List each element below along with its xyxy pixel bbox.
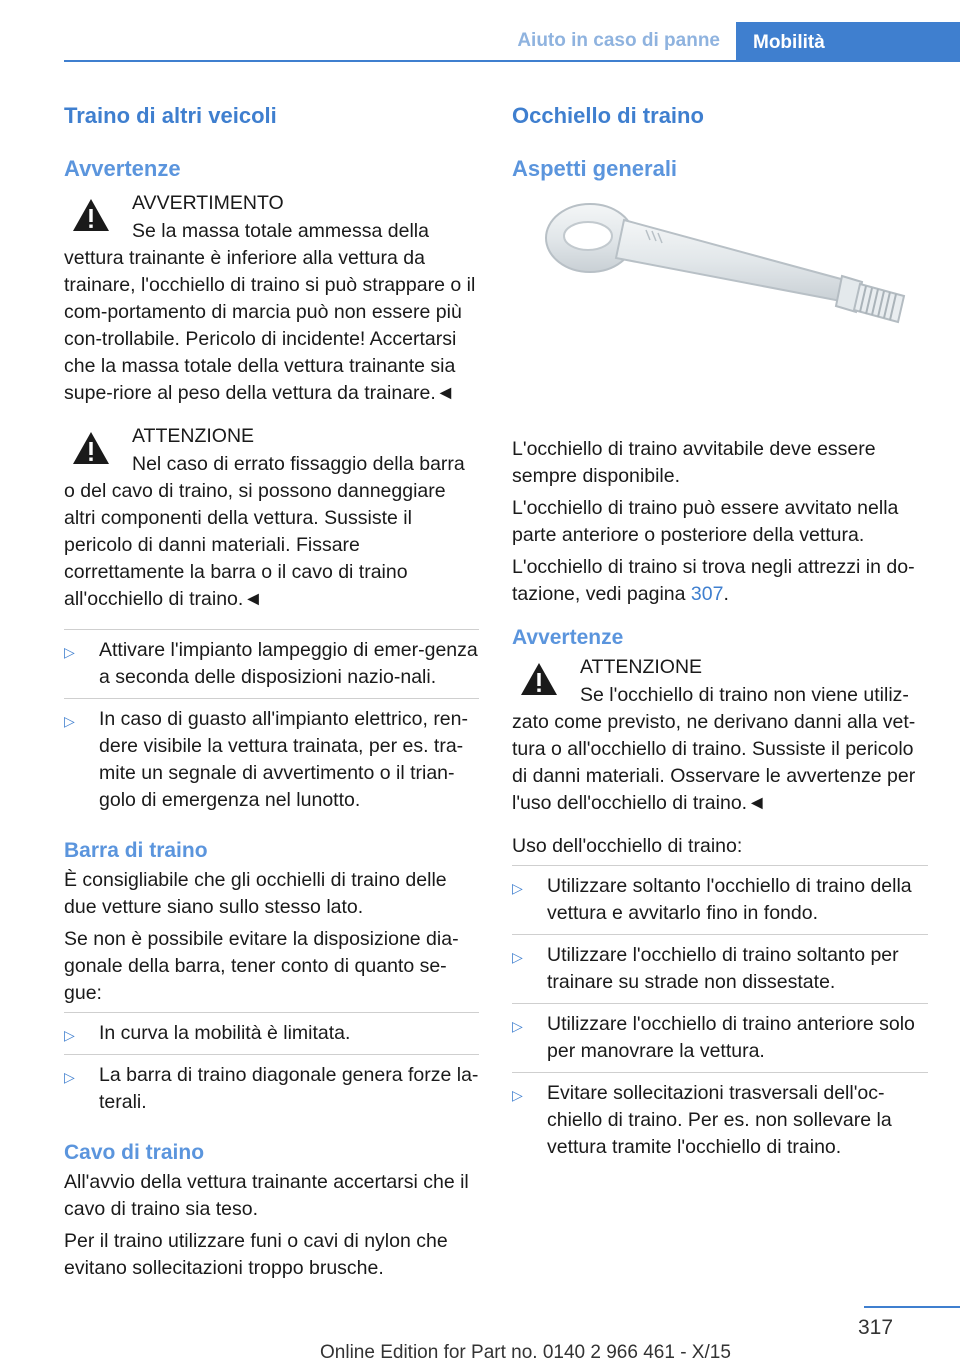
paragraph: All'avvio della vettura trainante accertarsi che il cavo di traino sia teso.	[64, 1171, 469, 1220]
paragraph: Se non è possibile evitare la disposizione dia-gonale della barra, tener conto di quanto se-gue:	[64, 928, 459, 1004]
tow-eye-illustration	[512, 190, 928, 418]
paragraph: L'occhiello di traino può essere avvitato nella parte anteriore o posteriore della vettura.	[512, 497, 899, 546]
list-item: ▷ Utilizzare l'occhiello di traino soltanto per trainare su strade non dissestate.	[512, 934, 928, 1003]
edition-note: Online Edition for Part no. 0140 2 966 461 - X/15	[320, 1342, 731, 1363]
warning-text: Se l'occhiello di traino non viene utiliz-zato come previsto, ne derivano danni alla vet-tura o all'occhiello di traino. Sussiste il pericolo di danni materiali. Osservare le avvertenze per l'uso dell'occhiello di traino.◄	[512, 684, 916, 814]
section-title-tow-eye: Occhiello di traino	[512, 103, 704, 128]
bullet-list-lighting	[64, 629, 479, 821]
warning-triangle-icon	[64, 190, 118, 238]
bullet-triangle-icon: ▷	[512, 880, 523, 896]
warning-title: ATTENZIONE	[132, 425, 255, 447]
header-chapter-tab: Mobilità	[736, 22, 960, 62]
list-item: ▷ Utilizzare l'occhiello di traino anteriore solo per manovrare la vettura.	[512, 1003, 928, 1072]
tow-bar-heading: Barra di traino	[64, 839, 208, 862]
page-number: 317	[858, 1316, 894, 1339]
bullet-list-tow-bar	[64, 1012, 479, 1123]
left-column	[64, 98, 479, 1287]
general-heading: Aspetti generali	[512, 156, 678, 181]
bullet-triangle-icon: ▷	[512, 1087, 523, 1103]
header-section: Aiuto in caso di panne	[517, 30, 720, 51]
warning-title: AVVERTIMENTO	[132, 192, 284, 214]
footer-rule	[864, 1306, 960, 1308]
warning-box-3	[512, 654, 928, 817]
section-title-towing-others: Traino di altri veicoli	[64, 103, 277, 128]
paragraph: Per il traino utilizzare funi o cavi di nylon che evitano sollecitazioni troppo brusche.	[64, 1230, 448, 1279]
bullet-triangle-icon: ▷	[64, 1069, 75, 1085]
paragraph: L'occhiello di traino si trova negli attrezzi in do-tazione, vedi pagina 307.	[512, 556, 915, 605]
right-column	[512, 98, 928, 1178]
list-item: ▷ In caso di guasto all'impianto elettrico, ren-dere visibile la vettura trainata, per es. tra-mite un segnale di avvertimento o il trian-golo di emergenza nel lunotto.	[64, 698, 479, 821]
warning-text: Se la massa totale ammessa della vettura trainante è inferiore alla vettura da trainare, l'occhiello di traino si può strappare o il com-portamento di marcia può non essere più con-trollabile. Pericolo di incidente! Accertarsi che la massa totale della vettura trainante sia supe-riore al peso della vettura da trainare.◄	[64, 220, 476, 404]
bullet-triangle-icon: ▷	[64, 1027, 75, 1043]
bullet-list-usage	[512, 865, 928, 1168]
bullet-triangle-icon: ▷	[64, 644, 75, 660]
list-item: ▷ Attivare l'impianto lampeggio di emer-genza a seconda delle disposizioni nazio-nali.	[64, 629, 479, 698]
page-link-307[interactable]: 307	[690, 583, 724, 605]
bullet-triangle-icon: ▷	[64, 713, 75, 729]
warning-title: ATTENZIONE	[580, 656, 703, 678]
bullet-triangle-icon: ▷	[512, 1018, 523, 1034]
paragraph: L'occhiello di traino avvitabile deve essere sempre disponibile.	[512, 438, 876, 487]
list-item: ▷ Utilizzare soltanto l'occhiello di traino della vettura e avvitarlo fino in fondo.	[512, 865, 928, 934]
list-item: ▷ Evitare sollecitazioni trasversali dell'oc-chiello di traino. Per es. non sollevare la vettura tramite l'occhiello di traino.	[512, 1072, 928, 1168]
tow-rope-heading: Cavo di traino	[64, 1141, 205, 1164]
paragraph: Uso dell'occhiello di traino:	[512, 835, 743, 857]
warnings-heading-right: Avvertenze	[512, 626, 624, 649]
list-item: ▷ La barra di traino diagonale genera forze la-terali.	[64, 1054, 479, 1123]
warnings-heading-left: Avvertenze	[64, 156, 181, 181]
bullet-triangle-icon: ▷	[512, 949, 523, 965]
warning-triangle-icon	[64, 423, 118, 471]
warning-text: Nel caso di errato fissaggio della barra o del cavo di traino, si possono danneggiare altri componenti della vettura. Sussiste il pericolo di danni materiali. Fissare correttamente la barra o il cavo di traino all'occhiello di traino.◄	[64, 453, 465, 610]
warning-box-2	[64, 423, 479, 613]
list-item: ▷ In curva la mobilità è limitata.	[64, 1012, 479, 1054]
warning-box-1	[64, 190, 479, 407]
warning-triangle-icon	[512, 654, 566, 702]
paragraph: È consigliabile che gli occhielli di traino delle due vetture siano sullo stesso lato.	[64, 869, 447, 918]
